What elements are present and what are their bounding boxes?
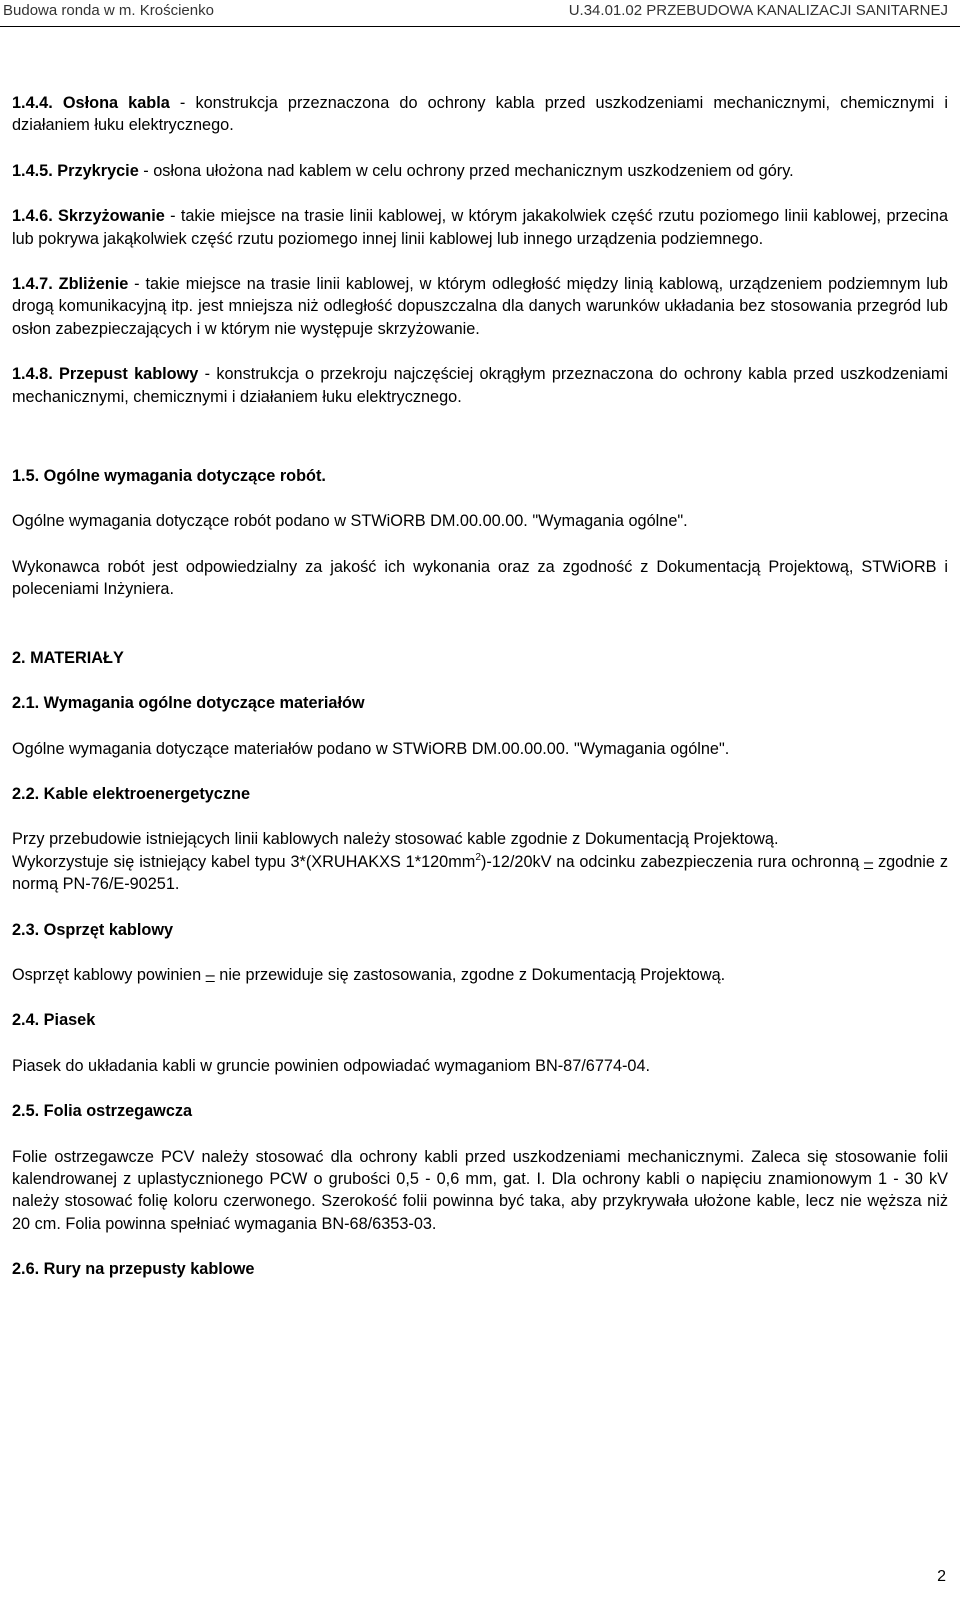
definition-text: - konstrukcja przeznaczona do ochrony kabla przed uszkodzeniami mechanicznymi, chemicznymi i działaniem łuku elektrycznego.: [12, 94, 948, 135]
section-number: 1.4.8.: [12, 365, 53, 384]
paragraph: Ogólne wymagania dotyczące materiałów podano w STWiORB DM.00.00.00. "Wymagania ogólne".: [12, 739, 730, 758]
text-run: Osprzęt kablowy powinien: [12, 965, 206, 984]
section-heading-2-2: 2.2. Kable elektroenergetyczne: [12, 784, 250, 803]
section-heading-1-5: 1.5. Ogólne wymagania dotyczące robót.: [12, 467, 326, 486]
definition-1-4-7: [12, 273, 948, 340]
section-number: 1.4.4.: [12, 94, 53, 112]
paragraph: Folie ostrzegawcze PCV należy stosować dla ochrony kabli przed uszkodzeniami mechanicznymi. Zaleca się stosowanie folii kalendrowanej z uplastycznionego PCW o grubości 0,5 - 0,6 mm, gat. I. Dla ochrony kabli o napięciu znamionowym 1 - 30 kV należy stosować folię koloru czerwonego. Szerokość folii powinna być taka, aby przykrywała ułożone kable, lecz nie węższa niż 20 cm. Folia powinna spełniać wymagania BN-68/6353-03.: [12, 1147, 948, 1233]
definition-1-4-8: [12, 363, 948, 408]
definition-text: - takie miejsce na trasie linii kablowej, w którym jakakolwiek część rzutu poziomego linii kablowej, przecina lub pokrywa jakąkolwiek część rzutu poziomego innej linii kablowej lub innego urządzenia podziemnego.: [12, 207, 948, 248]
paragraph-accessories: [12, 964, 948, 986]
section-heading-2-5: 2.5. Folia ostrzegawcza: [12, 1102, 193, 1121]
chapter-heading-materials: 2. MATERIAŁY: [12, 648, 124, 667]
definition-text: - takie miejsce na trasie linii kablowej, w którym odległość między linią kablową, urządzeniem podziemnym lub drogą komunikacyjną itp. jest mniejsza niż odległość dopuszczalna dla danych warunków układania bez stosowania przegród lub osłon zabezpieczających i w którym nie występuje skrzyżowanie.: [12, 275, 948, 338]
paragraph: Przy przebudowie istniejących linii kablowych należy stosować kable zgodnie z Dokumentacją Projektową.: [12, 830, 779, 849]
header-divider: [0, 26, 960, 27]
paragraph: Ogólne wymagania dotyczące robót podano w STWiORB DM.00.00.00. "Wymagania ogólne".: [12, 512, 688, 531]
paragraph: Wykonawca robót jest odpowiedzialny za jakość ich wykonania oraz za zgodność z Dokumentacją Projektową, STWiORB i poleceniami Inżyniera.: [12, 557, 948, 599]
header-spec-code: U.34.01.02 PRZEBUDOWA KANALIZACJI SANITARNEJ: [568, 2, 948, 19]
header-project-title: Budowa ronda w m. Krościenko: [3, 2, 214, 19]
section-number: 1.4.7.: [12, 275, 53, 294]
definition-1-4-5: [12, 160, 948, 182]
superscript: 2: [475, 851, 481, 863]
document-body: [12, 92, 948, 1281]
definition-1-4-4: [12, 92, 948, 137]
text-run: )-12/20kV na odcinku zabezpieczenia rura ochronną: [480, 852, 865, 871]
page-header: [0, 0, 960, 40]
defined-term: Przepust kablowy: [59, 365, 199, 384]
section-heading-2-1: 2.1. Wymagania ogólne dotyczące materiałów: [12, 694, 365, 713]
defined-term: Przykrycie: [57, 161, 139, 180]
text-run: nie przewiduje się zastosowania, zgodne z Dokumentacją Projektową.: [214, 965, 726, 984]
defined-term: Skrzyżowanie: [58, 207, 165, 226]
dash-mark: –: [864, 852, 874, 871]
page-number: 2: [937, 1568, 946, 1585]
definition-text: - konstrukcja o przekroju najczęściej okrągłym przeznaczona do ochrony kabla przed uszkodzeniami mechanicznymi, chemicznymi i działaniem łuku elektrycznego.: [12, 365, 949, 406]
section-heading-2-6: 2.6. Rury na przepusty kablowe: [12, 1260, 255, 1279]
paragraph: Piasek do układania kabli w gruncie powinien odpowiadać wymaganiom BN-87/6774-04.: [12, 1056, 651, 1075]
section-heading-2-4: 2.4. Piasek: [12, 1011, 96, 1030]
definition-1-4-6: [12, 205, 948, 250]
text-run: zgodnie z normą PN-76/E-90251.: [12, 852, 948, 894]
dash-mark: –: [205, 965, 215, 984]
section-number: 1.4.6.: [12, 207, 53, 226]
paragraph-cable-type: [12, 851, 948, 896]
definition-text: - osłona ułożona nad kablem w celu ochrony przed mechanicznym uszkodzeniem od góry.: [138, 161, 794, 180]
defined-term: Osłona kabla: [62, 94, 170, 112]
defined-term: Zbliżenie: [58, 275, 129, 294]
section-heading-2-3: 2.3. Osprzęt kablowy: [12, 920, 174, 939]
text-run: Wykorzystuje się istniejący kabel typu 3*(XRUHAKXS 1*120mm: [12, 852, 476, 871]
section-number: 1.4.5.: [12, 161, 53, 180]
